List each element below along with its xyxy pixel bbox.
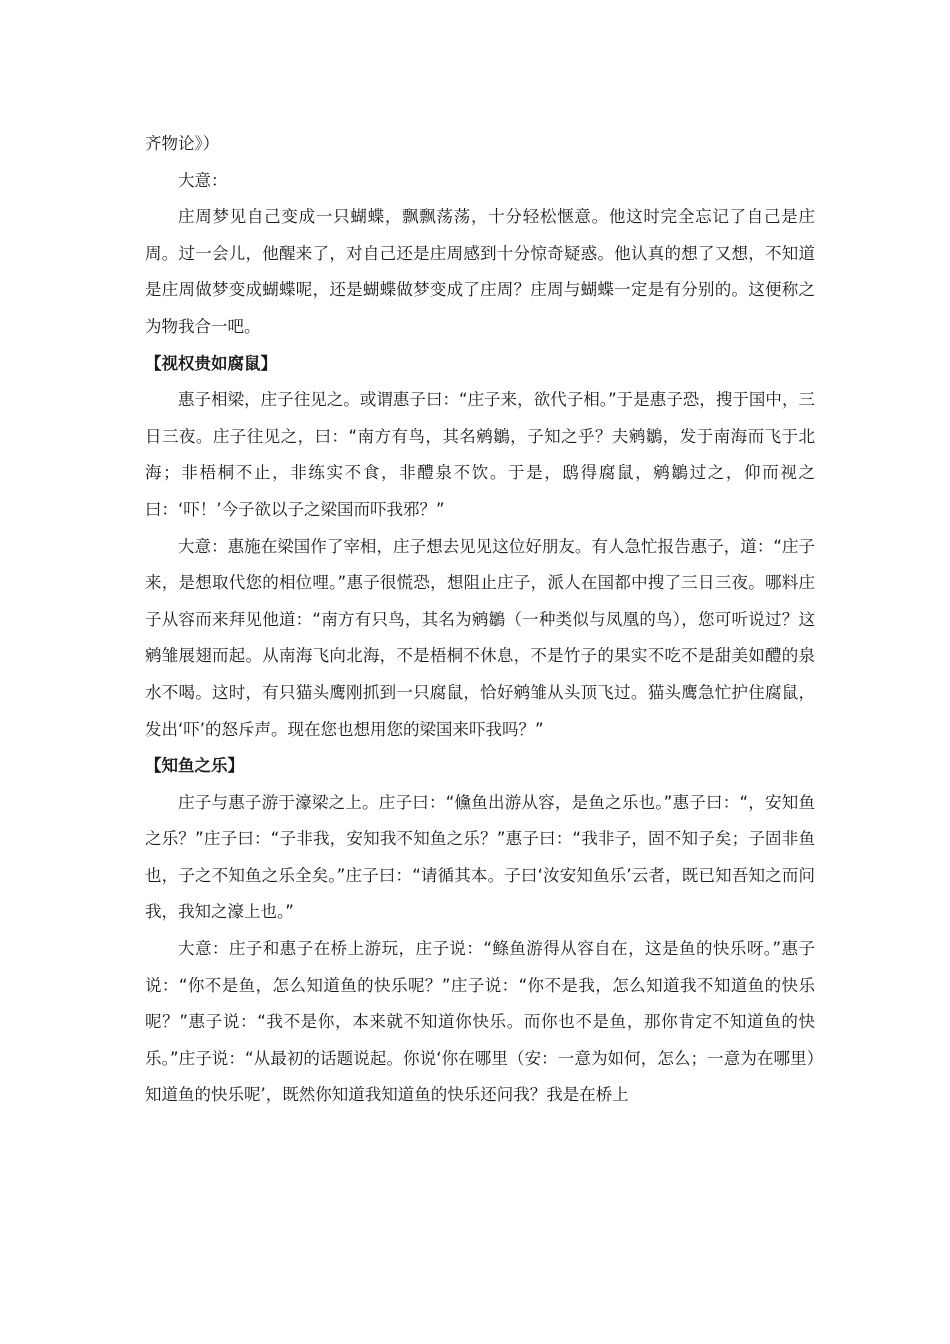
paragraph-fish-summary: 大意：庄子和惠子在桥上游玩，庄子说：“鲦鱼游得从容自在，这是鱼的快乐呀。”惠子说：“你不是鱼，怎么知道鱼的快乐呢？”庄子说：“你不是我，怎么知道我不知道鱼的快乐呢？”惠子说：“我不是你，本来就不知道你快乐。而你也不是鱼，那你肯定不知道鱼的快乐。”庄子说：“从最初的话题说起。你说‘你在哪里（安：一意为如何，怎么；一意为在哪里）知道鱼的快乐呢’，既然你知道我知道鱼的快乐还问我？我是在桥上 [145, 939, 815, 1105]
paragraph-fish-original: 庄子与惠子游于濠梁之上。庄子曰：“儵鱼出游从容，是鱼之乐也。”惠子曰：“，安知鱼之乐？”庄子曰：“子非我，安知我不知鱼之乐？”惠子曰：“我非子，固不知子矣；子固非鱼也，子之不知鱼之乐全矣。”庄子曰：“请循其本。子曰‘汝安知鱼乐’云者，既已知吾知之而问我，我知之濠上也。” [145, 792, 815, 922]
paragraph-butterfly-summary: 庄周梦见自己变成一只蝴蝶，飘飘荡荡，十分轻松惬意。他这时完全忘记了自己是庄周。过一会儿，他醒来了，对自己还是庄周感到十分惊奇疑惑。他认真的想了又想，不知道是庄周做梦变成蝴蝶呢，还是蝴蝶做梦变成了庄周？庄周与蝴蝶一定是有分别的。这便称之为物我合一吧。 [145, 207, 815, 336]
paragraph-rat-original: 惠子相梁，庄子往见之。或谓惠子曰：“庄子来，欲代子相。”于是惠子恐，搜于国中，三日三夜。庄子往见之，曰：“南方有鸟，其名鹓鶵，子知之乎？夫鹓鶵，发于南海而飞于北海；非梧桐不止，非练实不食，非醴泉不饮。于是，鸱得腐鼠，鹓鶵过之，仰而视之曰：‘吓！’今子欲以子之梁国而吓我邪？” [145, 390, 815, 519]
paragraph-summary-label: 大意： [178, 170, 228, 190]
section-heading-rat: 【视权贵如腐鼠】 [145, 353, 277, 373]
paragraph-rat-summary: 大意：惠施在梁国作了宰相，庄子想去见见这位好朋友。有人急忙报告惠子，道：“庄子来，是想取代您的相位哩。”惠子很慌恐，想阻止庄子，派人在国都中搜了三日三夜。哪料庄子从容而来拜见他道：“南方有只鸟，其名为鹓鶵（一种类似与凤凰的鸟），您可听说过？这鹓雏展翅而起。从南海飞向北海，不是梧桐不休息，不是竹子的果实不吃不是甜美如醴的泉水不喝。这时，有只猫头鹰刚抓到一只腐鼠，恰好鹓雏从头顶飞过。猫头鹰急忙护住腐鼠，发出‘吓’的怒斥声。现在您也想用您的梁国来吓我吗？” [145, 536, 815, 739]
document-body [145, 126, 815, 1114]
paragraph-continuation: 齐物论》） [145, 134, 220, 153]
section-heading-fish: 【知鱼之乐】 [145, 756, 244, 776]
